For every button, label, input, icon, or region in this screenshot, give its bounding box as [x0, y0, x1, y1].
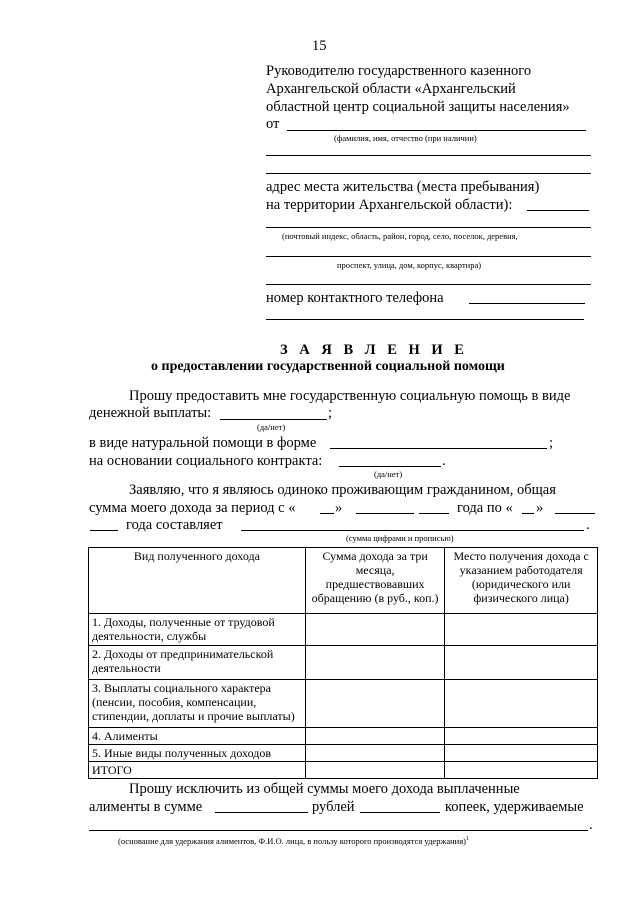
page-number: 15 — [312, 38, 327, 54]
table-row — [89, 745, 598, 762]
source-cell[interactable] — [445, 728, 598, 745]
amount-cell[interactable] — [305, 614, 445, 646]
total-sum-line[interactable] — [241, 530, 584, 531]
total-label: года составляет — [126, 517, 223, 533]
table-row — [89, 762, 598, 779]
period-from-close-quote: » — [335, 500, 343, 516]
period-to-year-line[interactable] — [90, 530, 118, 531]
header-income-amount: Сумма дохода за три месяца, предшествовавших обращению (в руб., коп.) — [305, 548, 445, 614]
address-line-4[interactable] — [266, 284, 591, 285]
addressee-line-2: Архангельской области «Архангельский — [266, 81, 516, 97]
address-hint-1: (почтовый индекс, область, район, город, село, поселок, деревня, — [282, 231, 518, 241]
period-to-label: года по « — [457, 500, 513, 516]
cash-yesno-hint: (да/нет) — [257, 422, 286, 432]
table-row — [89, 646, 598, 680]
table-row — [89, 614, 598, 646]
row-label: ИТОГО — [89, 762, 306, 779]
alimony-rubles-label: рублей — [312, 799, 355, 815]
from-label: от — [266, 116, 280, 132]
row-label: 4. Алименты — [89, 728, 306, 745]
alimony-basis-end: . — [589, 817, 593, 833]
period-to-close-quote: » — [536, 500, 544, 516]
fio-continuation-line[interactable] — [266, 155, 591, 156]
phone-line-2[interactable] — [266, 319, 584, 320]
addressee-line-1: Руководителю государственного казенного — [266, 63, 532, 79]
fio-field-line[interactable] — [287, 130, 586, 131]
header-income-type: Вид полученного дохода — [89, 548, 306, 614]
addressee-line-3: областной центр социальной защиты населения» — [266, 99, 570, 115]
alimony-rubles-line[interactable] — [215, 812, 308, 813]
period-to-month-line[interactable] — [555, 513, 595, 514]
header-income-source: Место получения дохода с указанием работодателя (юридического или физического лица) — [445, 548, 598, 614]
inkind-form-line[interactable] — [330, 448, 547, 449]
address-line-3[interactable] — [266, 256, 591, 257]
income-table — [88, 547, 598, 779]
address-field-line[interactable] — [527, 210, 589, 211]
document-subtitle: о предоставлении государственной социальной помощи — [151, 359, 505, 374]
period-from-label: сумма моего дохода за период с « — [89, 500, 296, 516]
phone-field-line[interactable] — [469, 303, 585, 304]
source-cell[interactable] — [445, 680, 598, 728]
request-inkind-label: в виде натуральной помощи в форме — [89, 435, 317, 451]
phone-label: номер контактного телефона — [266, 290, 444, 306]
request-cash-suffix: ; — [328, 405, 333, 421]
alimony-kopecks-line[interactable] — [360, 812, 440, 813]
fio-hint: (фамилия, имя, отчество (при наличии) — [334, 133, 477, 143]
amount-cell[interactable] — [305, 680, 445, 728]
request-contract-suffix: . — [442, 453, 446, 469]
amount-cell[interactable] — [305, 646, 445, 680]
declaration-line-1: Заявляю, что я являюсь одиноко проживающим гражданином, общая — [129, 482, 556, 498]
source-cell[interactable] — [445, 646, 598, 680]
alimony-kopecks-label: копеек, удерживаемые — [445, 799, 584, 815]
alimony-line-1: Прошу исключить из общей суммы моего дохода выплаченные — [129, 781, 520, 797]
source-cell[interactable] — [445, 614, 598, 646]
period-from-year-line[interactable] — [419, 513, 449, 514]
amount-cell[interactable] — [305, 728, 445, 745]
source-cell[interactable] — [445, 762, 598, 779]
amount-cell[interactable] — [305, 762, 445, 779]
alimony-basis-line[interactable] — [89, 830, 588, 831]
total-sum-end: . — [586, 517, 590, 533]
address-label-1: адрес места жительства (места пребывания) — [266, 179, 540, 195]
address-line-2[interactable] — [266, 227, 591, 228]
request-contract-label: на основании социального контракта: — [89, 453, 323, 469]
row-label: 5. Иные виды полученных доходов — [89, 745, 306, 762]
contract-yesno-line[interactable] — [339, 466, 441, 467]
row-label: 1. Доходы, полученные от трудовой деятельности, службы — [89, 614, 306, 646]
table-row — [89, 680, 598, 728]
row-label: 3. Выплаты социального характера (пенсии, пособия, компенсации, стипендии, доплаты и прочие выплаты) — [89, 680, 306, 728]
address-label-2: на территории Архангельской области): — [266, 197, 513, 213]
request-cash-label: денежной выплаты: — [89, 405, 212, 421]
period-from-month-line[interactable] — [356, 513, 414, 514]
address-hint-2: проспект, улица, дом, корпус, квартира) — [337, 260, 482, 270]
fio-continuation-line-2[interactable] — [266, 173, 591, 174]
total-sum-hint: (сумма цифрами и прописью) — [346, 533, 454, 543]
alimony-basis-hint: (основание для удержания алиментов, Ф.И.О. лица, в пользу которого производятся удержания)$^1$ — [118, 835, 469, 846]
period-from-day-line[interactable] — [320, 513, 334, 514]
table-row — [89, 728, 598, 745]
amount-cell[interactable] — [305, 745, 445, 762]
document-title: З А Я В Л Е Н И Е — [280, 342, 468, 358]
request-inkind-suffix: ; — [549, 435, 554, 451]
alimony-amount-label: алименты в сумме — [89, 799, 203, 815]
row-label: 2. Доходы от предпринимательской деятельности — [89, 646, 306, 680]
contract-yesno-hint: (да/нет) — [374, 469, 403, 479]
source-cell[interactable] — [445, 745, 598, 762]
period-to-day-line[interactable] — [522, 513, 534, 514]
request-line-1: Прошу предоставить мне государственную социальную помощь в виде — [129, 388, 571, 404]
cash-yesno-line[interactable] — [220, 419, 327, 420]
footnote-mark: 1 — [465, 836, 469, 842]
